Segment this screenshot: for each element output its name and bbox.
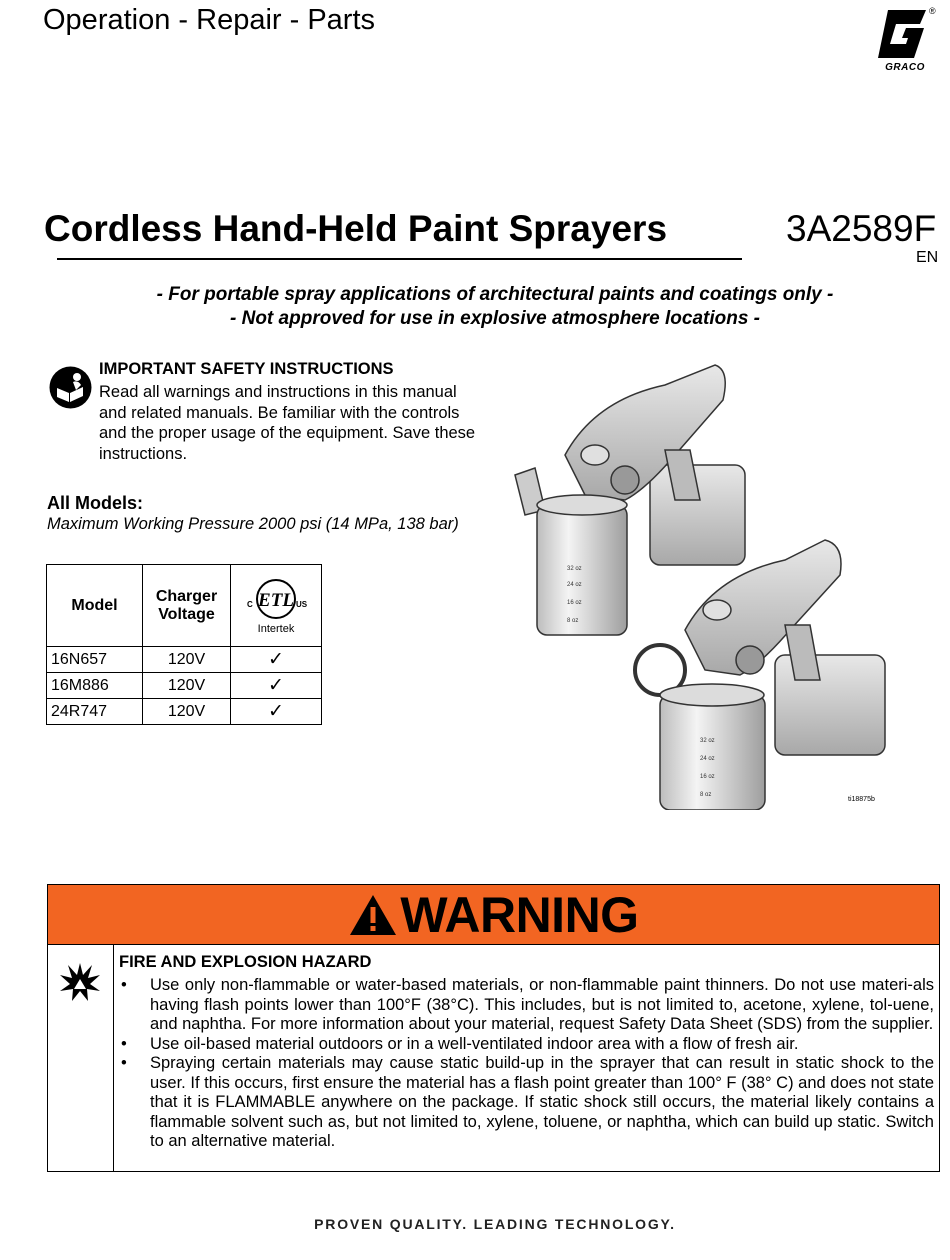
etl-listed-icon [244,577,308,621]
title-rule [57,258,742,260]
graco-logo [874,6,940,78]
hazard-icon-cell [48,945,114,1171]
hazard-bullet-text: Spraying certain materials may cause static build-up in the sprayer that can result in static shock to the user. If this occurs, first ensure the material has a flash point greater than 100° F (38° C) and does not state that it is FLAMMABLE anywhere on the package. If static shock still occurs, the material likely contains a flammable solvent such as, but not limited to, xylene, toluene, or naphtha, which can build up static. Switch to an alternative material. [150,1054,934,1150]
svg-text:32 oz: 32 oz [700,738,715,744]
warning-box [47,884,940,1172]
header-charger-voltage: Charger Voltage [143,565,231,647]
model-cell: 16N657 [47,647,143,673]
check-cell: ✓ [231,699,322,725]
svg-text:8 oz: 8 oz [700,792,712,798]
sprayer-bottom [635,540,885,810]
document-number: 3A2589F [786,208,937,249]
voltage-cell: 120V [143,699,231,725]
header-certification [231,565,322,647]
safety-heading: IMPORTANT SAFETY INSTRUCTIONS [99,360,394,378]
svg-text:16 oz: 16 oz [700,774,715,780]
table-header-row [47,565,322,647]
header-title: Operation - Repair - Parts [43,4,376,36]
max-pressure: Maximum Working Pressure 2000 psi (14 MPa, 138 bar) [47,515,459,533]
voltage-cell: 120V [143,647,231,673]
check-cell: ✓ [231,673,322,699]
model-cell: 16M886 [47,673,143,699]
sprayer-top [515,365,745,635]
svg-text:32 oz: 32 oz [567,566,582,572]
subtitle-usage: - For portable spray applications of architectural paints and coatings only - [156,284,834,305]
footer-tagline: PROVEN QUALITY. LEADING TECHNOLOGY. [314,1216,676,1232]
graco-g-icon [874,6,936,62]
table-row [47,647,322,673]
explosion-icon [58,959,102,1003]
etl-us-text: US [296,599,308,609]
read-manual-icon [49,366,92,409]
models-heading: All Models: [47,493,144,513]
model-cell: 24R747 [47,699,143,725]
hazard-bullet-text: Use only non-flammable or water-based materials, or non-flammable paint thinners. Do not use materi-als having flash points lower than 100°F (38°C). This includes, but is not limited to, acetone, xylene, tol-uene, and naphtha. For more information about your material, request Safety Data Sheet (SDS) from the supplier. [150,976,934,1033]
svg-text:8 oz: 8 oz [567,618,579,624]
check-cell: ✓ [231,647,322,673]
logo-wordmark: GRACO [885,62,925,73]
warning-title: WARNING [400,886,639,943]
hazard-bullet-text: Use oil-based material outdoors or in a well-ventilated indoor area with a flow of fresh air. [150,1034,799,1053]
svg-text:16 oz: 16 oz [567,600,582,606]
intertek-label: Intertek [257,622,295,635]
warning-banner [48,885,939,945]
warning-triangle-icon [348,893,398,937]
figure-id: ti18875b [848,796,875,803]
hazard-content [119,953,934,1152]
hazard-bullet: • Spraying certain materials may cause static build-up in the sprayer that can result in static shock to the user. If this occurs, first ensure the material has a flash point greater than 100° F (38° C) and does not state that it is FLAMMABLE anywhere on the package. If static shock still occurs, the material likely contains a flammable solvent such as, but not limited to, xylene, toluene, or naphtha, which can build up static. Switch to an alternative material. [121,1054,934,1150]
sprayer-illustration [505,360,905,810]
safety-body: Read all warnings and instructions in this manual and related manuals. Be familiar with the controls and the proper usage of the equipment. Save these instructions. [99,383,476,463]
table-row [47,673,322,699]
voltage-cell: 120V [143,673,231,699]
etl-mark-text: ETL [258,589,294,611]
registered-mark: ® [929,6,936,16]
hazard-title: FIRE AND EXPLOSION HAZARD [119,953,372,971]
subtitle-restriction: - Not approved for use in explosive atmosphere locations - [230,308,760,329]
svg-text:24 oz: 24 oz [700,756,715,762]
models-table [46,564,322,725]
svg-text:24 oz: 24 oz [567,582,582,588]
header-model: Model [47,565,143,647]
etl-c-text: C [247,599,253,609]
document-title: Cordless Hand-Held Paint Sprayers [44,208,668,249]
table-row [47,699,322,725]
hazard-bullet: • Use only non-flammable or water-based materials, or non-flammable paint thinners. Do not use materi-als having flash points lower than 100°F (38°C). This includes, but is not limited to, acetone, xylene, tol-uene, and naphtha. For more information about your material, request Safety Data Sheet (SDS) from the supplier. [121,976,934,1033]
hazard-bullet: • Use oil-based material outdoors or in a well-ventilated indoor area with a flow of fresh air. [121,1034,799,1053]
document-language: EN [916,249,939,266]
